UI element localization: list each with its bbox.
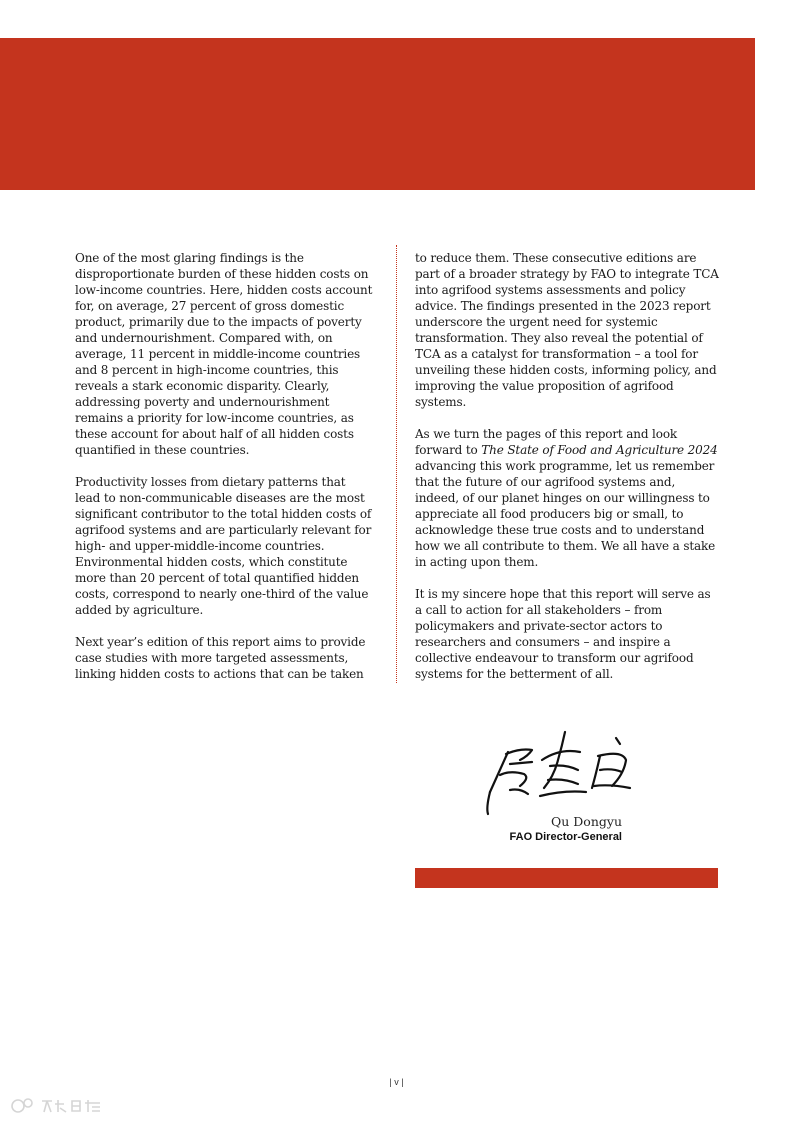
right-column [415, 250, 720, 682]
signatory-title: FAO Director-General [509, 831, 622, 843]
top-banner [0, 38, 755, 190]
signatory-name: Qu Dongyu [551, 814, 622, 829]
left-column [75, 250, 373, 682]
left-paragraph-2: Productivity losses from dietary patterns that lead to non-communicable diseases are the most significant contributor to the total hidden costs of agrifood systems and are particularly relevant for high- and upper-middle-income countries. Environmental hidden costs, which constitute more than 20 percent of total quantified hidden costs, correspond to nearly one-third of the value added by agriculture. [75, 475, 372, 617]
page-number: | v | [389, 1077, 404, 1087]
left-paragraph-3: Next year’s edition of this report aims to provide case studies with more targeted assessments, linking hidden costs to actions that can be taken [75, 635, 366, 681]
watermark-logo-icon [8, 1095, 106, 1117]
column-divider [396, 245, 397, 683]
right-paragraph-3: It is my sincere hope that this report will serve as a call to action for all stakeholders – from policymakers and private-sector actors to researchers and consumers – and inspire a collective endeavour to transform our agrifood systems for the betterment of all. [415, 587, 711, 681]
right-paragraph-2 [415, 426, 720, 570]
report-title-italic: The State of Food and Agriculture 2024 [481, 443, 718, 457]
right-paragraph-1: to reduce them. These consecutive editions are part of a broader strategy by FAO to integrate TCA into agrifood systems assessments and policy advice. The findings presented in the 2023 report underscore the urgent need for systemic transformation. They also reveal the potential of TCA as a catalyst for transformation – a tool for unveiling these hidden costs, informing policy, and improving the value proposition of agrifood systems. [415, 251, 719, 409]
handwritten-signature-icon [480, 730, 650, 820]
left-paragraph-1: One of the most glaring findings is the disproportionate burden of these hidden costs on low-income countries. Here, hidden costs account for, on average, 27 percent of gross domestic product, primarily due to the impacts of poverty and undernourishment. Compared with, on average, 11 percent in middle-income countries and 8 percent in high-income countries, this reveals a stark economic disparity. Clearly, addressing poverty and undernourishment remains a priority for low-income countries, as these account for about half of all hidden costs quantified in these countries. [75, 251, 373, 457]
right-paragraph-2-after: advancing this work programme, let us remember that the future of our agrifood systems and, indeed, of our planet hinges on our willingness to appreciate all food producers big or small, to acknowledge these true costs and to understand how we all contribute to them. We all have a stake in acting upon them. [415, 459, 716, 569]
right-paragraph-2-before: As we turn the pages of this report and look forward to [415, 427, 678, 457]
bottom-accent-bar [415, 868, 718, 888]
